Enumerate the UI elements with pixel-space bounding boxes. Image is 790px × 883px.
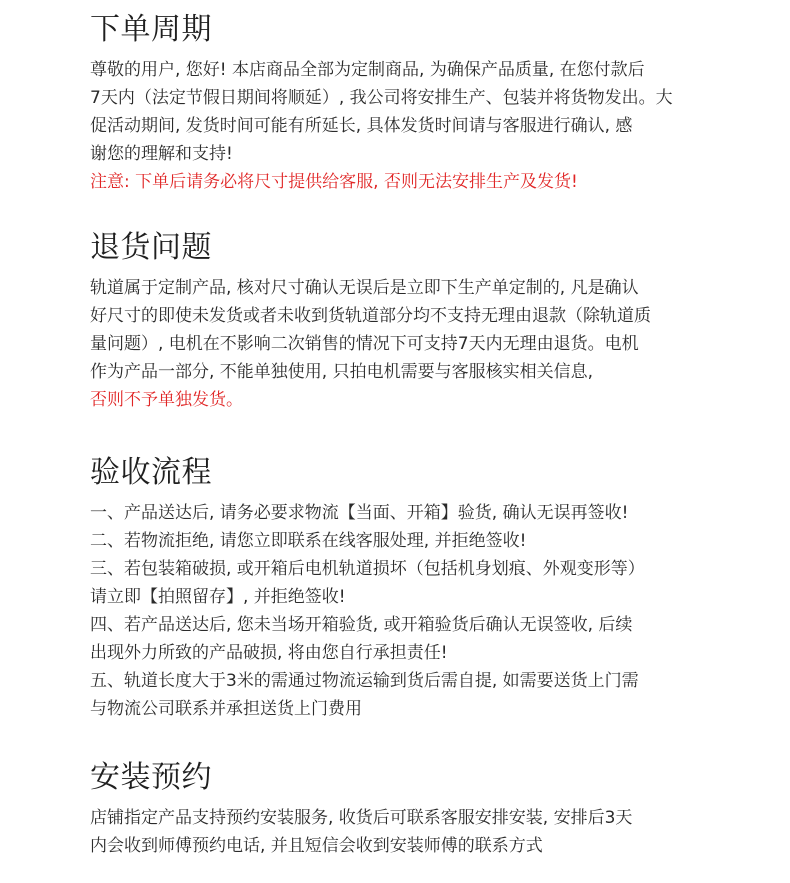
order-cycle-line-3: 促活动期间, 发货时间可能有所延长, 具体发货时间请与客服进行确认, 感 bbox=[90, 116, 633, 136]
acceptance-line-3: 三、若包装箱破损, 或开箱后电机轨道损坏（包括机身划痕、外观变形等） bbox=[90, 559, 645, 579]
installation-line-2: 内会收到师傅预约电话, 并且短信会收到安装师傅的联系方式 bbox=[90, 836, 543, 856]
returns-text bbox=[90, 274, 700, 414]
returns-line-1: 轨道属于定制产品, 核对尺寸确认无误后是立即下生产单定制的, 凡是确认 bbox=[90, 278, 639, 298]
acceptance-line-2: 二、若物流拒绝, 请您立即联系在线客服处理, 并拒绝签收! bbox=[90, 531, 527, 551]
returns-title: 退货问题 bbox=[90, 230, 212, 265]
installation-title: 安装预约 bbox=[90, 760, 212, 795]
installation-text bbox=[90, 804, 700, 860]
returns-line-2: 好尺寸的即使未发货或者未收到货轨道部分均不支持无理由退款（除轨道质 bbox=[90, 306, 651, 326]
order-cycle-line-1: 尊敬的用户, 您好! 本店商品全部为定制商品, 为确保产品质量, 在您付款后 bbox=[90, 60, 645, 80]
returns-section bbox=[90, 230, 700, 414]
acceptance-text bbox=[90, 499, 700, 723]
order-cycle-text bbox=[90, 56, 700, 196]
acceptance-line-5: 四、若产品送达后, 您未当场开箱验货, 或开箱验货后确认无误签收, 后续 bbox=[90, 615, 633, 635]
acceptance-section bbox=[90, 455, 700, 723]
acceptance-line-1: 一、产品送达后, 请务必要求物流【当面、开箱】验货, 确认无误再签收! bbox=[90, 503, 629, 523]
order-cycle-title: 下单周期 bbox=[90, 12, 212, 47]
acceptance-line-7: 五、轨道长度大于3米的需通过物流运输到货后需自提, 如需要送货上门需 bbox=[90, 671, 639, 691]
acceptance-line-4: 请立即【拍照留存】, 并拒绝签收! bbox=[90, 587, 346, 607]
installation-section bbox=[90, 760, 700, 860]
acceptance-title: 验收流程 bbox=[90, 455, 212, 490]
installation-line-1: 店铺指定产品支持预约安装服务, 收货后可联系客服安排安装, 安排后3天 bbox=[90, 808, 633, 828]
returns-line-3: 量问题）, 电机在不影响二次销售的情况下可支持7天内无理由退货。电机 bbox=[90, 334, 639, 354]
acceptance-line-8: 与物流公司联系并承担送货上门费用 bbox=[90, 699, 362, 719]
order-cycle-section bbox=[90, 12, 700, 196]
acceptance-line-6: 出现外力所致的产品破损, 将由您自行承担责任! bbox=[90, 643, 448, 663]
returns-notice: 否则不予单独发货。 bbox=[90, 390, 243, 410]
returns-line-4: 作为产品一部分, 不能单独使用, 只拍电机需要与客服核实相关信息, bbox=[90, 362, 594, 382]
order-cycle-notice: 注意: 下单后请务必将尺寸提供给客服, 否则无法安排生产及发货! bbox=[90, 172, 578, 192]
order-cycle-line-2: 7天内（法定节假日期间将顺延）, 我公司将安排生产、包装并将货物发出。大 bbox=[90, 88, 673, 108]
order-cycle-line-4: 谢您的理解和支持! bbox=[90, 144, 233, 164]
